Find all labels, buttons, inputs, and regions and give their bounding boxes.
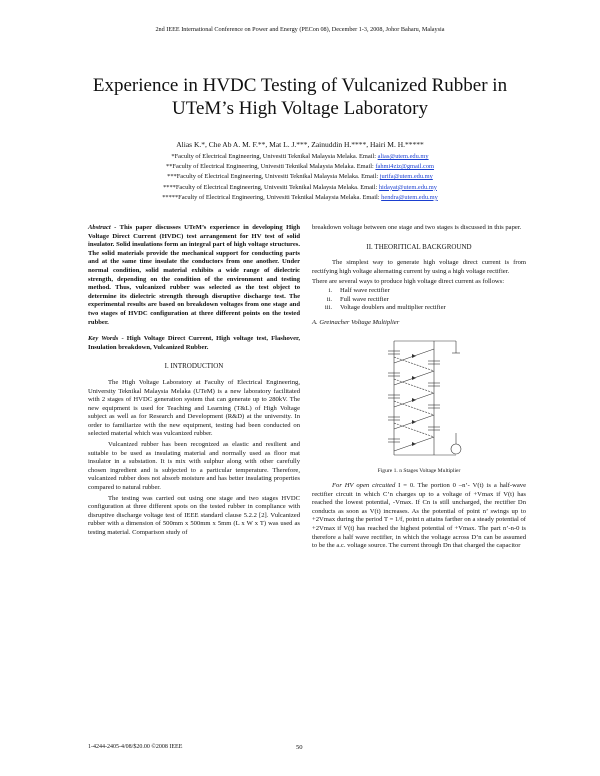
affiliation-line [40,152,560,162]
theory-paragraph-1: The simplest way to generate high voltage direct current is from rectifying high voltage alternating current by using a high voltage rectifier. [312,259,526,275]
list-item [312,287,526,296]
affiliation-text: *****Faculty of Electrical Engineering, Univesiti Teknikal Malaysia Melaka. Email: [162,193,382,201]
affiliations [40,152,560,203]
method-list [312,287,526,313]
voltage-multiplier-circuit-figure [364,333,474,463]
abstract-label: Abstract [88,224,111,231]
affiliation-text: **Faculty of Electrical Engineering, Univesiti Teknikal Malaysia Melaka. Email: [166,163,376,171]
list-item [312,304,526,313]
affiliation-line [40,193,560,203]
intro-paragraph-1: The High Voltage Laboratory at Faculty of Electrical Engineering, University Teknikal Malaysia Melaka (UTeM) is a new laboratory facilitated with 2 stages of HVDC generation system that can generate up to 280kV. The new equipment is used for Teaching and Learning (T&L) of High Voltage subject as well as for Research and Development (R&D) at the university. In order to familiarize with the new equipment, testing had been conducted on selected material which was vulcanized rubber. [88,378,300,438]
affiliation-text: ****Faculty of Electrical Engineering, Univesiti Teknikal Malaysia Melaka. Email: [163,183,379,191]
hv-paragraph-lead: For HV open circuited [332,481,396,489]
hv-open-circuit-paragraph [312,482,526,551]
hv-paragraph-body: I = 0. The portion 0 –n’- V(t) is a half-wave rectifier circuit in which C’n charges up to a voltage of +Vmax if V(t) has reached the lowest potential, -Vmax. If Cn is still uncharged, the rectifier Dn conducts as soon as V(t) increases. As the potential of point n’ swings up to +2Vmax during the period T = 1/f, point n attains farther on a steady potential of +2Vmax if V(t) has reached the highest potential of +Vmax. The part n’-n-0 is therefore a half wave rectifier, in which the voltage across D’n can be assumed to be the a.c. voltage source. The current through Dn that charged the capacitor [312,481,526,550]
email-link[interactable]: jurifa@utem.edu.my [379,173,433,181]
paper-title: Experience in HVDC Testing of Vulcanized Rubber in UTeM’s High Voltage Laboratory [92,75,508,119]
left-column [88,224,300,540]
intro-paragraph-2: Vulcanized rubber has been recognized as elastic and resilient and suitable to be used as insulating material and normally used as floor mat insulator in a substation. It is mix with sulphur along with other carefully chosen ingredient and is subjected to a particular temperature. Therefore, vulcanized rubber does not absorb moisture and has better insulating properties compared to natural rubber. [88,441,300,492]
continued-text: breakdown voltage between one stage and two stages is discussed in this paper. [312,224,522,231]
list-label: Voltage doublers and multiplier rectifier [340,304,446,312]
keywords [88,335,300,352]
conference-header: 2nd IEEE International Conference on Power and Energy (PECon 08), December 1-3, 2008, Johor Baharu, Malaysia [155,26,445,33]
theory-paragraph-2: There are several ways to produce high voltage direct current as follows: [312,278,505,286]
affiliation-text: ***Faculty of Electrical Engineering, Univesiti Teknikal Malaysia Melaka. Email: [167,173,380,181]
affiliation-line [40,183,560,193]
copyright-footer: 1-4244-2405-4/08/$20.00 ©2008 IEEE [88,744,183,750]
abstract [88,224,300,327]
email-link[interactable]: alias@utem.edu.my [377,153,429,160]
section-heading-introduction: I. INTRODUCTION [164,362,224,371]
email-link[interactable]: fahmi4ziz@gmail.com [375,163,434,171]
right-column [312,224,526,553]
list-number: iii. [324,304,332,312]
affiliation-text: *Faculty of Electrical Engineering, Univesiti Teknikal Malaysia Melaka. Email: [171,153,378,160]
affiliation-line [40,162,560,172]
list-number: i. [328,286,332,294]
subsection-heading: A. Greinacher Voltage Multiplier [312,318,400,326]
list-label: Full wave rectifier [340,295,389,303]
affiliation-line [40,172,560,182]
list-label: Half wave rectifier [340,286,390,294]
author-list: Alias K.*, Che Ab A. M. F.**, Mat L. J.***, Zainuddin H.****, Hairi M. H.***** [176,140,424,149]
email-link[interactable]: hendra@utem.edu.my [381,193,438,201]
page-number: 50 [296,744,303,751]
section-heading-theory: II. THEORITICAL BACKGROUND [366,242,472,251]
list-item [312,296,526,305]
keywords-label: Key Words [88,335,119,343]
intro-paragraph-3: The testing was carried out using one stage and two stages HVDC configuration at three different spots on the tested rubber in compliance with disruptive discharge voltage test of IEEE standard clause 5.2.2 [2]. Vulcanized rubber with a dimension of 500mm x 500mm x 5mm (L x W x T) was used as testing material. Comparison study of [88,494,300,536]
email-link[interactable]: hidayat@utem.edu.my [378,183,437,191]
abstract-text: - This paper discusses UTeM’s experience in developing High Voltage Direct Current (HVDC) test arrangement for HV test of solid insulator. Solid insulations form an integral part of high voltage structures. The solid materials provide the mechanical support for conducting parts and at the same time insulate the conductors from one another. Under normal condition, solid material exhibits a wide range of dielectric strength, depending on the condition of the environment and testing method. Thus, vulcanized rubber was selected as the test object to determine its dielectric strength through disruptive discharge test. The experimental results are based on breakdown voltages from one stage and two stages of HVDC configuration at three different points on the tested rubber. [88,224,300,326]
list-number: ii. [326,295,332,303]
figure-caption: Figure 1. n Stages Voltage Multiplier [377,468,461,475]
keywords-text: - High Voltage Direct Current, High voltage test, Flashover, Insulation breakdown, Vulcanized Rubber. [88,335,300,351]
